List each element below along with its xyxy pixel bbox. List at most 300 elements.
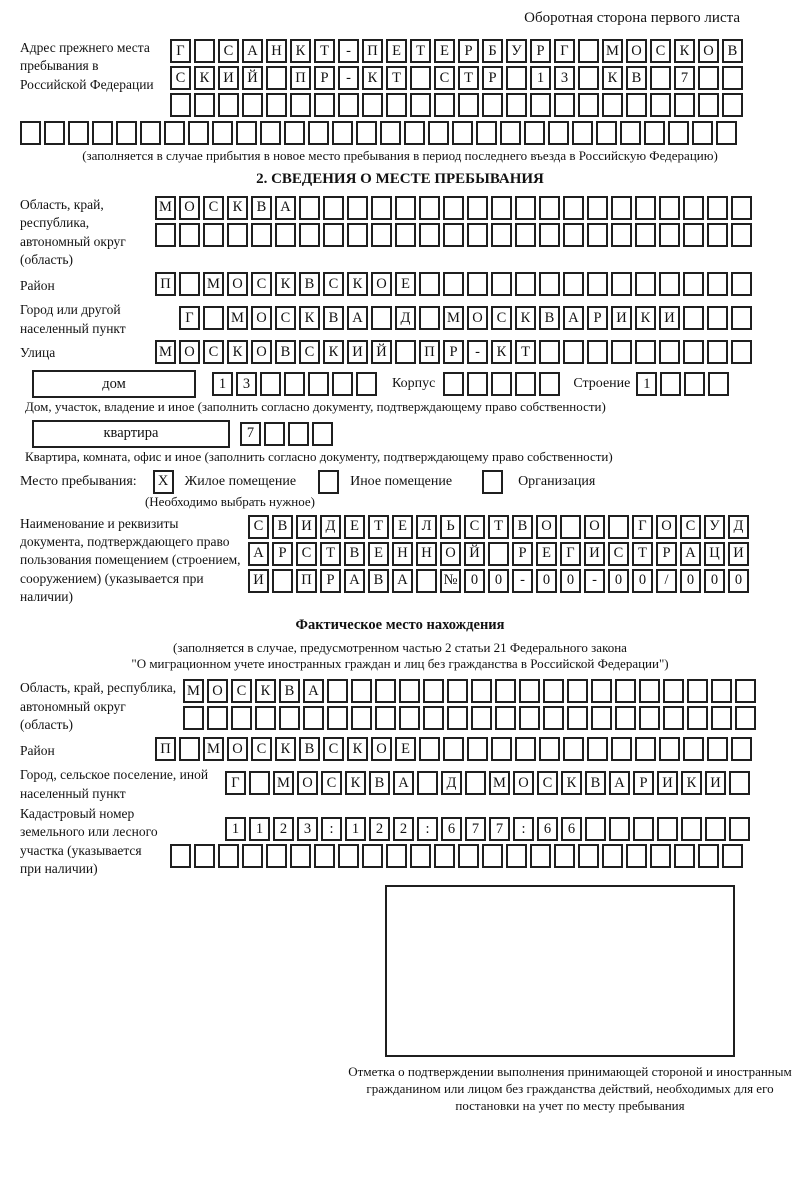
char-box[interactable]: А bbox=[609, 771, 630, 795]
char-box[interactable] bbox=[707, 737, 728, 761]
char-box[interactable]: : bbox=[321, 817, 342, 841]
char-box[interactable] bbox=[633, 817, 654, 841]
char-box[interactable]: 7 bbox=[465, 817, 486, 841]
char-box[interactable] bbox=[587, 196, 608, 220]
char-box[interactable]: О bbox=[698, 39, 719, 63]
char-box[interactable]: Н bbox=[416, 542, 437, 566]
char-box[interactable]: Р bbox=[272, 542, 293, 566]
char-box[interactable]: Е bbox=[344, 515, 365, 539]
char-box[interactable] bbox=[314, 844, 335, 868]
char-box[interactable]: Е bbox=[386, 39, 407, 63]
char-box[interactable] bbox=[116, 121, 137, 145]
char-box[interactable] bbox=[635, 272, 656, 296]
char-box[interactable] bbox=[332, 372, 353, 396]
checkbox-org[interactable] bbox=[482, 470, 503, 494]
char-box[interactable]: В bbox=[272, 515, 293, 539]
char-box[interactable] bbox=[563, 223, 584, 247]
char-box[interactable]: 0 bbox=[488, 569, 509, 593]
char-box[interactable] bbox=[585, 817, 606, 841]
char-box[interactable] bbox=[231, 706, 252, 730]
char-box[interactable] bbox=[650, 844, 671, 868]
char-box[interactable] bbox=[266, 93, 287, 117]
char-box[interactable] bbox=[203, 223, 224, 247]
char-box[interactable] bbox=[264, 422, 285, 446]
char-box[interactable]: 1 bbox=[249, 817, 270, 841]
char-box[interactable] bbox=[491, 223, 512, 247]
char-box[interactable] bbox=[491, 272, 512, 296]
char-box[interactable]: М bbox=[183, 679, 204, 703]
char-box[interactable] bbox=[539, 272, 560, 296]
char-box[interactable] bbox=[275, 223, 296, 247]
char-box[interactable] bbox=[515, 196, 536, 220]
char-box[interactable]: С bbox=[203, 196, 224, 220]
dom-box[interactable]: дом bbox=[32, 370, 196, 398]
char-box[interactable] bbox=[188, 121, 209, 145]
char-box[interactable]: 1 bbox=[530, 66, 551, 90]
char-box[interactable] bbox=[515, 223, 536, 247]
char-box[interactable]: Ц bbox=[704, 542, 725, 566]
char-box[interactable]: П bbox=[290, 66, 311, 90]
char-box[interactable] bbox=[170, 844, 191, 868]
char-box[interactable]: В bbox=[626, 66, 647, 90]
char-box[interactable]: М bbox=[203, 272, 224, 296]
char-box[interactable] bbox=[711, 679, 732, 703]
char-box[interactable]: А bbox=[393, 771, 414, 795]
char-box[interactable] bbox=[491, 372, 512, 396]
char-box[interactable] bbox=[482, 93, 503, 117]
char-box[interactable]: Р bbox=[482, 66, 503, 90]
char-box[interactable] bbox=[327, 679, 348, 703]
char-box[interactable]: С bbox=[170, 66, 191, 90]
char-box[interactable]: Г bbox=[225, 771, 246, 795]
char-box[interactable] bbox=[578, 93, 599, 117]
char-box[interactable]: Е bbox=[434, 39, 455, 63]
char-box[interactable]: 0 bbox=[608, 569, 629, 593]
char-box[interactable]: П bbox=[419, 340, 440, 364]
char-box[interactable]: К bbox=[347, 272, 368, 296]
char-box[interactable] bbox=[371, 306, 392, 330]
char-box[interactable] bbox=[399, 679, 420, 703]
char-box[interactable] bbox=[347, 196, 368, 220]
char-box[interactable]: И bbox=[584, 542, 605, 566]
char-box[interactable] bbox=[434, 844, 455, 868]
char-box[interactable]: П bbox=[362, 39, 383, 63]
char-box[interactable] bbox=[140, 121, 161, 145]
char-box[interactable]: 2 bbox=[369, 817, 390, 841]
char-box[interactable]: С bbox=[251, 272, 272, 296]
char-box[interactable]: А bbox=[275, 196, 296, 220]
char-box[interactable]: : bbox=[417, 817, 438, 841]
char-box[interactable] bbox=[563, 272, 584, 296]
char-box[interactable]: М bbox=[155, 196, 176, 220]
char-box[interactable]: К bbox=[227, 340, 248, 364]
char-box[interactable] bbox=[419, 272, 440, 296]
char-box[interactable] bbox=[164, 121, 185, 145]
char-box[interactable]: 0 bbox=[632, 569, 653, 593]
char-box[interactable]: К bbox=[681, 771, 702, 795]
char-box[interactable]: А bbox=[303, 679, 324, 703]
char-box[interactable] bbox=[395, 340, 416, 364]
char-box[interactable] bbox=[735, 706, 756, 730]
char-box[interactable] bbox=[312, 422, 333, 446]
char-box[interactable] bbox=[659, 737, 680, 761]
char-box[interactable]: Р bbox=[530, 39, 551, 63]
char-box[interactable]: В bbox=[251, 196, 272, 220]
char-box[interactable]: Г bbox=[632, 515, 653, 539]
char-box[interactable] bbox=[443, 372, 464, 396]
char-box[interactable] bbox=[447, 679, 468, 703]
char-box[interactable]: В bbox=[323, 306, 344, 330]
char-box[interactable]: Р bbox=[320, 569, 341, 593]
char-box[interactable] bbox=[626, 844, 647, 868]
char-box[interactable] bbox=[179, 272, 200, 296]
char-box[interactable] bbox=[476, 121, 497, 145]
char-box[interactable]: С bbox=[323, 737, 344, 761]
char-box[interactable]: И bbox=[659, 306, 680, 330]
char-box[interactable] bbox=[524, 121, 545, 145]
char-box[interactable] bbox=[179, 737, 200, 761]
char-box[interactable]: 1 bbox=[636, 372, 657, 396]
char-box[interactable] bbox=[698, 93, 719, 117]
char-box[interactable] bbox=[395, 196, 416, 220]
char-box[interactable]: С bbox=[231, 679, 252, 703]
char-box[interactable]: А bbox=[242, 39, 263, 63]
char-box[interactable] bbox=[639, 679, 660, 703]
char-box[interactable]: Г bbox=[554, 39, 575, 63]
char-box[interactable] bbox=[683, 272, 704, 296]
char-box[interactable] bbox=[543, 679, 564, 703]
char-box[interactable]: В bbox=[368, 569, 389, 593]
char-box[interactable] bbox=[539, 340, 560, 364]
char-box[interactable]: Т bbox=[632, 542, 653, 566]
char-box[interactable] bbox=[530, 844, 551, 868]
char-box[interactable] bbox=[386, 93, 407, 117]
char-box[interactable]: Н bbox=[266, 39, 287, 63]
char-box[interactable]: В bbox=[344, 542, 365, 566]
char-box[interactable] bbox=[227, 223, 248, 247]
char-box[interactable] bbox=[539, 372, 560, 396]
char-box[interactable]: О bbox=[251, 340, 272, 364]
char-box[interactable] bbox=[467, 372, 488, 396]
char-box[interactable] bbox=[255, 706, 276, 730]
char-box[interactable]: С bbox=[650, 39, 671, 63]
kvartira-box[interactable]: квартира bbox=[32, 420, 230, 448]
char-box[interactable] bbox=[519, 679, 540, 703]
char-box[interactable] bbox=[467, 223, 488, 247]
char-box[interactable]: 6 bbox=[537, 817, 558, 841]
char-box[interactable]: 0 bbox=[704, 569, 725, 593]
char-box[interactable]: 0 bbox=[536, 569, 557, 593]
char-box[interactable] bbox=[288, 422, 309, 446]
char-box[interactable] bbox=[602, 93, 623, 117]
char-box[interactable] bbox=[290, 844, 311, 868]
char-box[interactable] bbox=[500, 121, 521, 145]
char-box[interactable]: К bbox=[491, 340, 512, 364]
char-box[interactable]: Т bbox=[314, 39, 335, 63]
char-box[interactable] bbox=[687, 706, 708, 730]
char-box[interactable] bbox=[443, 737, 464, 761]
char-box[interactable]: Т bbox=[458, 66, 479, 90]
char-box[interactable] bbox=[731, 306, 752, 330]
char-box[interactable] bbox=[212, 121, 233, 145]
char-box[interactable] bbox=[207, 706, 228, 730]
char-box[interactable] bbox=[530, 93, 551, 117]
char-box[interactable]: В bbox=[722, 39, 743, 63]
char-box[interactable] bbox=[657, 817, 678, 841]
char-box[interactable] bbox=[443, 272, 464, 296]
char-box[interactable] bbox=[731, 737, 752, 761]
char-box[interactable] bbox=[587, 340, 608, 364]
char-box[interactable]: Е bbox=[395, 737, 416, 761]
char-box[interactable] bbox=[284, 372, 305, 396]
char-box[interactable] bbox=[609, 817, 630, 841]
char-box[interactable] bbox=[423, 706, 444, 730]
char-box[interactable]: - bbox=[584, 569, 605, 593]
char-box[interactable] bbox=[362, 844, 383, 868]
char-box[interactable]: 0 bbox=[680, 569, 701, 593]
char-box[interactable]: Б bbox=[482, 39, 503, 63]
char-box[interactable] bbox=[683, 340, 704, 364]
char-box[interactable]: Ь bbox=[440, 515, 461, 539]
char-box[interactable] bbox=[608, 515, 629, 539]
char-box[interactable] bbox=[506, 844, 527, 868]
char-box[interactable] bbox=[543, 706, 564, 730]
char-box[interactable]: Р bbox=[656, 542, 677, 566]
char-box[interactable]: А bbox=[248, 542, 269, 566]
char-box[interactable] bbox=[491, 737, 512, 761]
char-box[interactable] bbox=[423, 679, 444, 703]
char-box[interactable] bbox=[687, 679, 708, 703]
char-box[interactable] bbox=[375, 706, 396, 730]
char-box[interactable]: К bbox=[290, 39, 311, 63]
char-box[interactable] bbox=[491, 196, 512, 220]
char-box[interactable] bbox=[495, 706, 516, 730]
char-box[interactable]: В bbox=[585, 771, 606, 795]
char-box[interactable]: Е bbox=[392, 515, 413, 539]
char-box[interactable] bbox=[194, 39, 215, 63]
char-box[interactable] bbox=[626, 93, 647, 117]
char-box[interactable]: В bbox=[369, 771, 390, 795]
char-box[interactable] bbox=[615, 706, 636, 730]
char-box[interactable] bbox=[683, 737, 704, 761]
char-box[interactable]: С bbox=[203, 340, 224, 364]
char-box[interactable] bbox=[371, 223, 392, 247]
char-box[interactable] bbox=[242, 93, 263, 117]
char-box[interactable] bbox=[698, 66, 719, 90]
char-box[interactable] bbox=[563, 196, 584, 220]
char-box[interactable] bbox=[419, 306, 440, 330]
char-box[interactable] bbox=[260, 121, 281, 145]
char-box[interactable] bbox=[194, 844, 215, 868]
char-box[interactable]: С bbox=[218, 39, 239, 63]
char-box[interactable]: О bbox=[179, 340, 200, 364]
char-box[interactable]: К bbox=[345, 771, 366, 795]
char-box[interactable]: 1 bbox=[225, 817, 246, 841]
char-box[interactable] bbox=[591, 679, 612, 703]
char-box[interactable]: В bbox=[539, 306, 560, 330]
char-box[interactable] bbox=[332, 121, 353, 145]
char-box[interactable]: К bbox=[227, 196, 248, 220]
char-box[interactable] bbox=[284, 121, 305, 145]
char-box[interactable] bbox=[660, 372, 681, 396]
char-box[interactable]: Р bbox=[633, 771, 654, 795]
char-box[interactable]: 7 bbox=[240, 422, 261, 446]
char-box[interactable] bbox=[458, 93, 479, 117]
char-box[interactable] bbox=[375, 679, 396, 703]
char-box[interactable]: С bbox=[299, 340, 320, 364]
char-box[interactable]: А bbox=[344, 569, 365, 593]
char-box[interactable] bbox=[314, 93, 335, 117]
char-box[interactable]: П bbox=[296, 569, 317, 593]
char-box[interactable]: Т bbox=[320, 542, 341, 566]
char-box[interactable] bbox=[495, 679, 516, 703]
char-box[interactable]: С bbox=[323, 272, 344, 296]
char-box[interactable]: С bbox=[608, 542, 629, 566]
char-box[interactable]: Г bbox=[560, 542, 581, 566]
char-box[interactable]: К bbox=[674, 39, 695, 63]
char-box[interactable] bbox=[338, 93, 359, 117]
char-box[interactable] bbox=[708, 372, 729, 396]
char-box[interactable] bbox=[471, 679, 492, 703]
char-box[interactable] bbox=[434, 93, 455, 117]
char-box[interactable] bbox=[443, 196, 464, 220]
char-box[interactable] bbox=[519, 706, 540, 730]
char-box[interactable]: М bbox=[155, 340, 176, 364]
char-box[interactable] bbox=[707, 223, 728, 247]
char-box[interactable]: 7 bbox=[489, 817, 510, 841]
char-box[interactable] bbox=[729, 817, 750, 841]
char-box[interactable]: В bbox=[275, 340, 296, 364]
char-box[interactable] bbox=[705, 817, 726, 841]
char-box[interactable] bbox=[362, 93, 383, 117]
char-box[interactable] bbox=[323, 223, 344, 247]
char-box[interactable]: Д bbox=[395, 306, 416, 330]
char-box[interactable]: К bbox=[299, 306, 320, 330]
char-box[interactable]: Г bbox=[170, 39, 191, 63]
char-box[interactable] bbox=[419, 196, 440, 220]
char-box[interactable] bbox=[303, 706, 324, 730]
char-box[interactable] bbox=[587, 223, 608, 247]
char-box[interactable] bbox=[684, 372, 705, 396]
char-box[interactable]: С bbox=[434, 66, 455, 90]
char-box[interactable] bbox=[722, 66, 743, 90]
char-box[interactable] bbox=[299, 196, 320, 220]
char-box[interactable]: В bbox=[512, 515, 533, 539]
char-box[interactable] bbox=[155, 223, 176, 247]
char-box[interactable] bbox=[707, 272, 728, 296]
char-box[interactable] bbox=[356, 121, 377, 145]
char-box[interactable]: : bbox=[513, 817, 534, 841]
char-box[interactable]: О bbox=[584, 515, 605, 539]
char-box[interactable]: В bbox=[279, 679, 300, 703]
char-box[interactable] bbox=[399, 706, 420, 730]
char-box[interactable] bbox=[44, 121, 65, 145]
char-box[interactable]: К bbox=[255, 679, 276, 703]
char-box[interactable]: Т bbox=[368, 515, 389, 539]
char-box[interactable] bbox=[327, 706, 348, 730]
char-box[interactable]: К bbox=[275, 737, 296, 761]
char-box[interactable]: С bbox=[251, 737, 272, 761]
char-box[interactable] bbox=[447, 706, 468, 730]
char-box[interactable] bbox=[482, 844, 503, 868]
char-box[interactable]: В bbox=[299, 737, 320, 761]
char-box[interactable]: Р bbox=[443, 340, 464, 364]
char-box[interactable]: С bbox=[248, 515, 269, 539]
char-box[interactable] bbox=[644, 121, 665, 145]
char-box[interactable] bbox=[218, 844, 239, 868]
char-box[interactable]: Й bbox=[371, 340, 392, 364]
char-box[interactable]: Е bbox=[368, 542, 389, 566]
char-box[interactable] bbox=[338, 844, 359, 868]
char-box[interactable]: У bbox=[704, 515, 725, 539]
char-box[interactable] bbox=[620, 121, 641, 145]
char-box[interactable] bbox=[635, 340, 656, 364]
char-box[interactable]: 7 bbox=[674, 66, 695, 90]
char-box[interactable]: И bbox=[347, 340, 368, 364]
checkbox-zhiloe[interactable]: X bbox=[153, 470, 174, 494]
char-box[interactable] bbox=[659, 272, 680, 296]
char-box[interactable] bbox=[554, 844, 575, 868]
char-box[interactable] bbox=[179, 223, 200, 247]
char-box[interactable] bbox=[467, 196, 488, 220]
char-box[interactable]: - bbox=[338, 39, 359, 63]
char-box[interactable]: О bbox=[440, 542, 461, 566]
char-box[interactable] bbox=[308, 372, 329, 396]
char-box[interactable]: Й bbox=[242, 66, 263, 90]
char-box[interactable] bbox=[681, 817, 702, 841]
char-box[interactable]: С bbox=[491, 306, 512, 330]
char-box[interactable] bbox=[587, 272, 608, 296]
char-box[interactable] bbox=[711, 706, 732, 730]
char-box[interactable] bbox=[560, 515, 581, 539]
char-box[interactable] bbox=[371, 196, 392, 220]
char-box[interactable]: М bbox=[443, 306, 464, 330]
char-box[interactable]: А bbox=[392, 569, 413, 593]
char-box[interactable] bbox=[386, 844, 407, 868]
char-box[interactable]: И bbox=[728, 542, 749, 566]
char-box[interactable]: О bbox=[297, 771, 318, 795]
char-box[interactable] bbox=[683, 223, 704, 247]
char-box[interactable]: В bbox=[299, 272, 320, 296]
char-box[interactable] bbox=[488, 542, 509, 566]
char-box[interactable] bbox=[707, 196, 728, 220]
char-box[interactable]: И bbox=[296, 515, 317, 539]
char-box[interactable] bbox=[194, 93, 215, 117]
char-box[interactable] bbox=[635, 223, 656, 247]
char-box[interactable] bbox=[410, 844, 431, 868]
char-box[interactable]: Т bbox=[410, 39, 431, 63]
char-box[interactable] bbox=[68, 121, 89, 145]
char-box[interactable] bbox=[272, 569, 293, 593]
char-box[interactable]: А bbox=[563, 306, 584, 330]
char-box[interactable]: С bbox=[296, 542, 317, 566]
char-box[interactable] bbox=[323, 196, 344, 220]
char-box[interactable]: О bbox=[513, 771, 534, 795]
char-box[interactable] bbox=[674, 93, 695, 117]
char-box[interactable] bbox=[567, 679, 588, 703]
char-box[interactable]: Е bbox=[395, 272, 416, 296]
char-box[interactable]: 1 bbox=[212, 372, 233, 396]
char-box[interactable] bbox=[668, 121, 689, 145]
char-box[interactable] bbox=[674, 844, 695, 868]
char-box[interactable] bbox=[506, 66, 527, 90]
char-box[interactable] bbox=[578, 844, 599, 868]
char-box[interactable] bbox=[663, 706, 684, 730]
char-box[interactable]: 0 bbox=[728, 569, 749, 593]
char-box[interactable]: К bbox=[602, 66, 623, 90]
char-box[interactable] bbox=[611, 737, 632, 761]
char-box[interactable] bbox=[659, 223, 680, 247]
